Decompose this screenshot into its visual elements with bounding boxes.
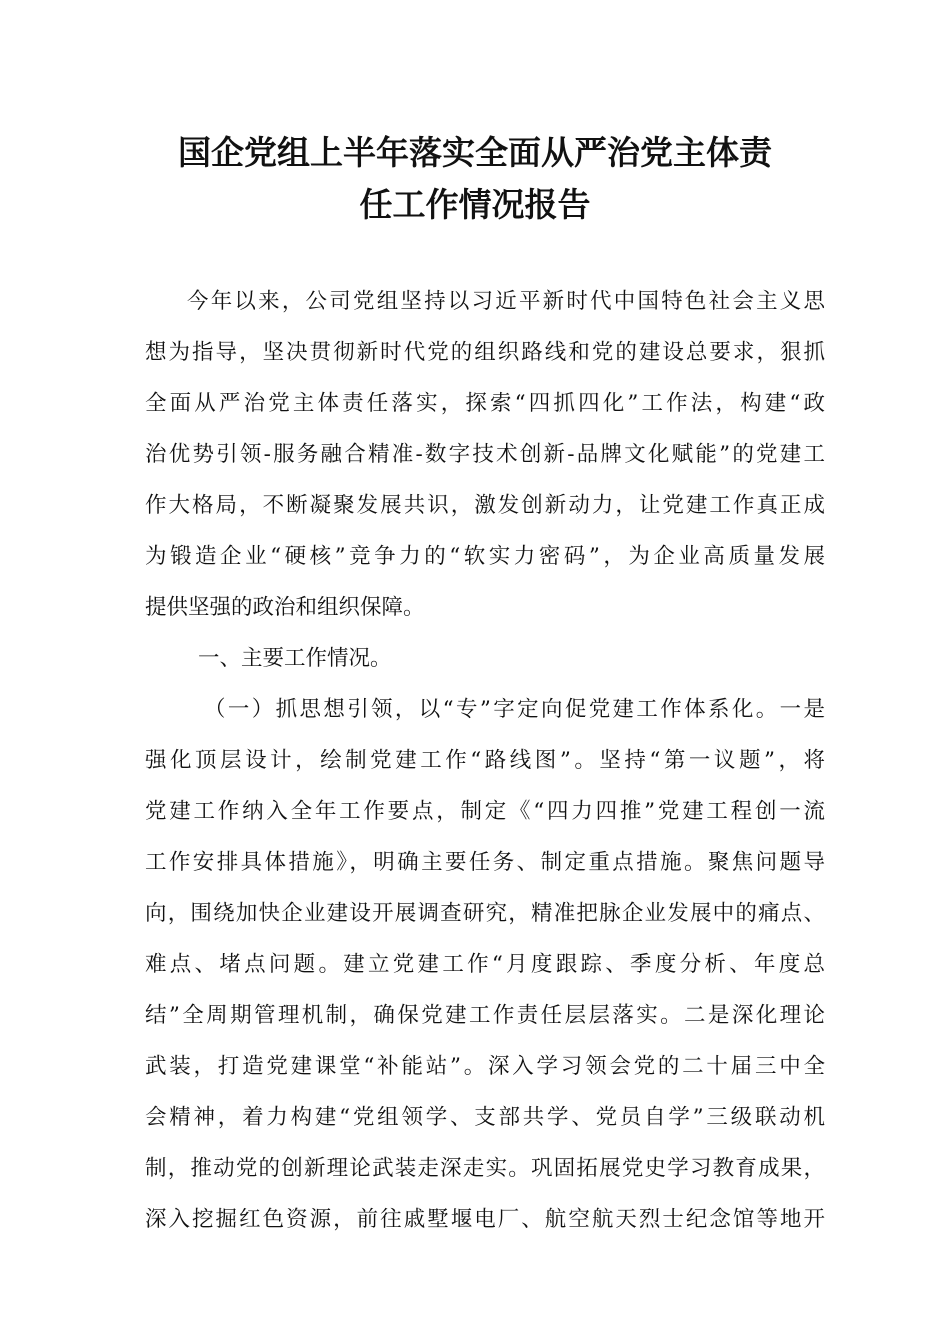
paragraph-2-line: 工作安排具体措施》，明确主要任务、制定重点措施。聚焦问题导 <box>145 850 825 875</box>
section-heading: 一、主要工作情况。 <box>198 646 392 671</box>
document-title-line-2: 任工作情况报告 <box>359 185 591 224</box>
paragraph-2-line: 结”全周期管理机制，确保党建工作责任层层落实。二是深化理论 <box>145 1003 825 1028</box>
paragraph-2-line: 武装，打造党建课堂“补能站”。深入学习领会党的二十届三中全 <box>145 1054 825 1079</box>
paragraph-1-line: 想为指导，坚决贯彻新时代党的组织路线和党的建设总要求，狠抓 <box>145 340 825 365</box>
paragraph-1-line: 为锻造企业“硬核”竞争力的“软实力密码”，为企业高质量发展 <box>145 544 825 569</box>
paragraph-2-line: 党建工作纳入全年工作要点，制定《“四力四推”党建工程创一流 <box>145 799 825 824</box>
document-title-line-1: 国企党组上半年落实全面从严治党主体责 <box>178 133 772 172</box>
paragraph-1-line: 治优势引领-服务融合精准-数字技术创新-品牌文化赋能”的党建工 <box>145 442 825 467</box>
paragraph-1-line: 作大格局，不断凝聚发展共识，激发创新动力，让党建工作真正成 <box>145 493 825 518</box>
paragraph-2-line: 难点、堵点问题。建立党建工作“月度跟踪、季度分析、年度总 <box>145 952 825 977</box>
paragraph-2-line: 向，围绕加快企业建设开展调查研究，精准把脉企业发展中的痛点、 <box>145 901 825 926</box>
paragraph-2-line: （一）抓思想引领，以“专”字定向促党建工作体系化。一是 <box>204 697 825 722</box>
paragraph-2-line: 强化顶层设计，绘制党建工作“路线图”。坚持“第一议题”，将 <box>145 748 825 773</box>
paragraph-1-line: 提供坚强的政治和组织保障。 <box>145 595 425 620</box>
paragraph-2-line: 会精神，着力构建“党组领学、支部共学、党员自学”三级联动机 <box>145 1105 825 1130</box>
paragraph-2-line: 制，推动党的创新理论武装走深走实。巩固拓展党史学习教育成果， <box>145 1156 825 1181</box>
paragraph-2-line: 深入挖掘红色资源，前往戚墅堰电厂、航空航天烈士纪念馆等地开 <box>145 1207 825 1232</box>
paragraph-1-line: 今年以来，公司党组坚持以习近平新时代中国特色社会主义思 <box>187 289 825 314</box>
paragraph-1-line: 全面从严治党主体责任落实，探索“四抓四化”工作法，构建“政 <box>145 391 825 416</box>
